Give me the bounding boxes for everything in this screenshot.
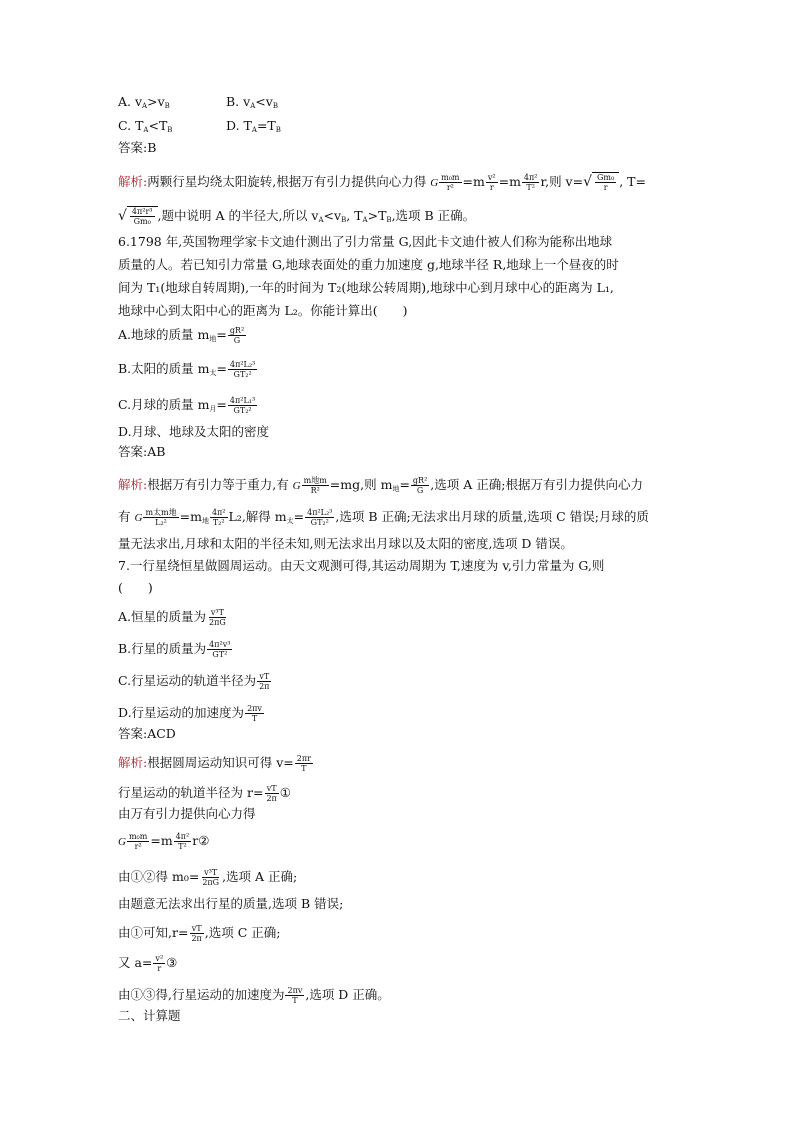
q7-option-c: C.行星运动的轨道半径为 $\frac{vT}{2\pi}$ bbox=[118, 672, 270, 691]
q6-answer: 答案:AB bbox=[118, 444, 166, 459]
q7-answer: 答案:ACD bbox=[118, 726, 176, 741]
q6-explanation-line-2: 有 G $\frac{\text{m太m地}}{\text{L₂²}}$ $=m_地$ $\frac{\text{4π²}}{\text{T₂²}}$ L₂,解得 $m_太=$ $\frac{\text{4π²L₂³}}{\text{GT₂²}}$ ,选项 B 正确;无法求出月球的质量,选项 C 错误;月球的质 bbox=[118, 508, 649, 527]
q6-explanation-line-3: 量无法求出,月球和太阳的半径未知,则无法求出月球以及太阳的密度,选项 D 错误。 bbox=[118, 536, 573, 551]
q5-options-row-1 bbox=[118, 94, 278, 114]
q5-answer: 答案:B bbox=[118, 140, 157, 155]
q6-stem-line-3: 间为 T₁(地球自转周期),一年的时间为 T₂(地球公转周期),地球中心到月球中心的距离为 L₁, bbox=[118, 280, 614, 295]
q7-explanation-line-3: 由万有引力提供向心力得 bbox=[118, 806, 256, 821]
q6-option-a: A.地球的质量 $m_地=$ $\frac{\text{gR²}}{G}$ bbox=[118, 326, 245, 345]
q5-explanation-line-1: 解析:两颗行星均绕太阳旋转,根据万有引力提供向心力得 G $\frac{\text{m₀m}}{\text{r²}}$ =m $\frac{\text{v²}}{r}$ =m $\frac{\text{4π²}}{\text{T²}}$ r,则 v=√ $\frac{\text{Gm₀}}{r}$ , T= bbox=[118, 173, 646, 192]
q7-explanation-line-6: 由题意无法求出行星的质量,选项 B 错误; bbox=[118, 896, 344, 911]
q7-option-a: A.恒星的质量为 $\frac{\text{v³T}}{2\pi G}$ bbox=[118, 608, 226, 627]
q7-explanation-line-5: 由①②得 m₀= $\frac{\text{v³T}}{2\pi G}$ ,选项 A 正确; bbox=[118, 868, 298, 887]
section-heading: 二、计算题 bbox=[118, 1008, 181, 1023]
q6-explanation-line-1: 解析:根据万有引力等于重力,有 G $\frac{\text{m地m}}{\text{R²}}$ =mg,则 $m_地=$ $\frac{\text{gR²}}{G}$ ,选项 A 正确;根据万有引力提供向心力 bbox=[118, 476, 643, 495]
q7-explanation-line-9: 由①③得,行星运动的加速度为 $\frac{2\pi v}{T}$ ,选项 D 正确。 bbox=[118, 986, 390, 1005]
q7-stem-line-1: 7.一行星绕恒星做圆周运动。由天文观测可得,其运动周期为 T,速度为 v,引力常量为 G,则 bbox=[118, 558, 605, 573]
q7-explanation-line-2: 行星运动的轨道半径为 r= $\frac{vT}{2\pi}$ ① bbox=[118, 784, 292, 803]
q7-stem-line-2: ( ) bbox=[118, 580, 153, 595]
q5-option-a: A. $v_A>v_B$ bbox=[118, 94, 170, 110]
q6-option-c: C.月球的质量 $m_月=$ $\frac{\text{4π²L₁³}}{\text{GT₂²}}$ bbox=[118, 396, 256, 415]
q6-stem-line-2: 质量的人。若已知引力常量 G,地球表面处的重力加速度 g,地球半径 R,地球上一个昼夜的时 bbox=[118, 257, 619, 272]
q5-option-c: C. $T_A<T_B$ bbox=[118, 118, 173, 134]
q7-explanation-line-7: 由①可知,r= $\frac{vT}{2\pi}$ ,选项 C 正确; bbox=[118, 924, 281, 943]
q5-explanation-line-2: √ $\frac{\text{4π²r³}}{\text{Gm₀}}$ ,题中说明 A 的半径大,所以 $v_A<v_B$, $T_A>T_B$,选项 B 正确。 bbox=[118, 207, 476, 226]
q7-option-d: D.行星运动的加速度为 $\frac{2\pi v}{T}$ bbox=[118, 704, 262, 723]
q5-option-d: D. $T_A=T_B$ bbox=[226, 118, 281, 134]
q7-explanation-line-1: 解析:根据圆周运动知识可得 v= $\frac{2\pi r}{T}$ bbox=[118, 754, 311, 773]
q7-explanation-line-8: 又 a= $\frac{\text{v²}}{r}$ ③ bbox=[118, 954, 178, 973]
q7-option-b: B.行星的质量为 $\frac{\text{4π²v³}}{\text{GT²}}$ bbox=[118, 640, 231, 659]
q7-explanation-line-4: G $\frac{\text{m₀m}}{\text{r²}}$ =m $\frac{\text{4π²}}{\text{T²}}$ r② bbox=[118, 832, 210, 851]
q5-option-b: B. $v_A<v_B$ bbox=[226, 94, 278, 110]
q5-options-row-2 bbox=[118, 118, 281, 138]
q6-option-b: B.太阳的质量 $m_太=$ $\frac{\text{4π²L₂³}}{\text{GT₂²}}$ bbox=[118, 360, 256, 379]
q6-option-d: D.月球、地球及太阳的密度 bbox=[118, 424, 270, 439]
q6-stem-line-4: 地球中心到太阳中心的距离为 L₂。你能计算出( ) bbox=[118, 303, 408, 318]
q6-stem-line-1: 6.1798 年,英国物理学家卡文迪什测出了引力常量 G,因此卡文迪什被人们称为能称出地球 bbox=[118, 234, 613, 249]
